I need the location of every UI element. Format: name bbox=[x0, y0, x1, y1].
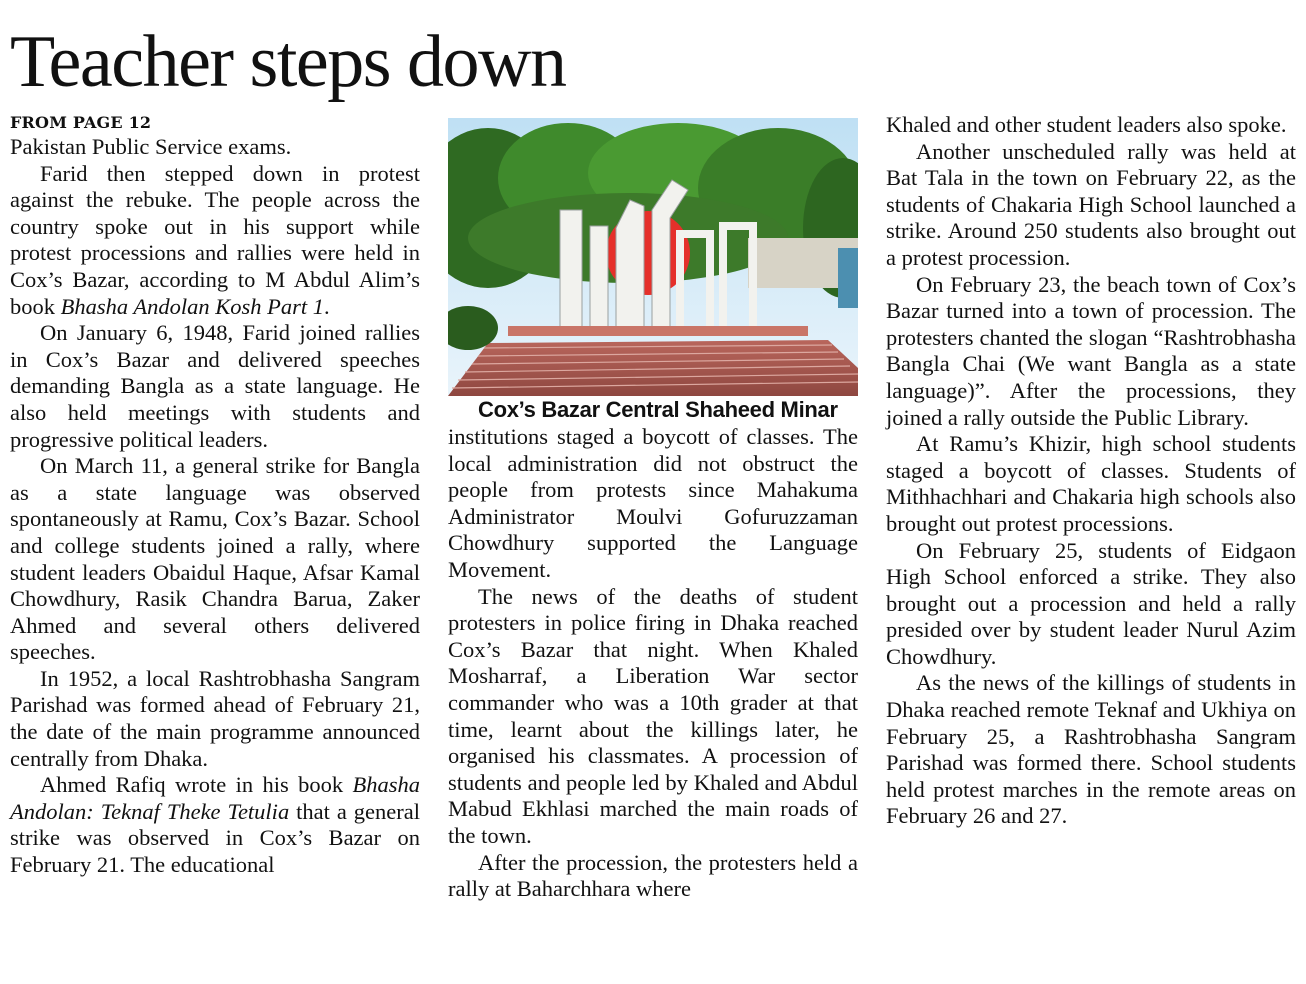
article-column-1 bbox=[10, 112, 420, 879]
paragraph-text: Farid then stepped down in protest against the rebuke. The people across the country spoke out in his support while protest processions and rallies were held in Cox’s Bazar, according to M Abdul Alim’s book bbox=[10, 160, 420, 319]
headline: Teacher steps down bbox=[10, 21, 566, 103]
book-title: Bhasha Andolan: Teknaf Theke Tetulia bbox=[10, 772, 420, 824]
paragraph: As the news of the killings of students in Dhaka reached remote Teknaf and Ukhiya on February 25, a Rashtrobhasha Sangram Parishad was formed there. School students held protest marches in the remote areas on February 26 and 27. bbox=[886, 670, 1296, 829]
paragraph-text: . bbox=[323, 293, 330, 319]
continuation-kicker: FROM PAGE 12 bbox=[10, 113, 152, 132]
article-column-3 bbox=[886, 112, 1296, 830]
paragraph: On January 6, 1948, Farid joined rallies in Cox’s Bazar and delivered speeches demanding Bangla as a state language. He also held meetings with students and progressive political leaders. bbox=[10, 320, 420, 452]
paragraph: Pakistan Public Service exams. bbox=[10, 134, 292, 159]
monument-illustration bbox=[448, 118, 858, 396]
paragraph: In 1952, a local Rashtrobhasha Sangram Parishad was formed ahead of February 21, the date of the main programme announced centrally from Dhaka. bbox=[10, 665, 420, 771]
paragraph: On February 23, the beach town of Cox’s Bazar turned into a town of procession. The protesters chanted the slogan “Rashtrobhasha Bangla Chai (We want Bangla as a state language)”. After the processions, they joined a rally outside the Public Library. bbox=[886, 271, 1296, 430]
paragraph: Another unscheduled rally was held at Bat Tala in the town on February 22, as the students of Chakaria High School launched a strike. Around 250 students also brought out a protest procession. bbox=[886, 138, 1296, 270]
book-title: Bhasha Andolan Kosh Part 1 bbox=[60, 293, 324, 319]
paragraph-text: that a general strike was observed in Cox’s Bazar on February 21. The educational bbox=[10, 798, 420, 878]
paragraph bbox=[10, 161, 420, 321]
paragraph: On March 11, a general strike for Bangla as a state language was observed spontaneously at Ramu, Cox’s Bazar. School and college students joined a rally, where student leaders Obaidul Haque, Afsar Kamal Chowdhury, Rasik Chandra Barua, Zaker Ahmed and several others delivered speeches. bbox=[10, 453, 420, 665]
paragraph bbox=[10, 772, 420, 878]
article-column-2 bbox=[448, 112, 858, 903]
paragraph-text: Ahmed Rafiq wrote in his book bbox=[40, 772, 353, 798]
paragraph: Khaled and other student leaders also spoke. bbox=[886, 112, 1287, 137]
photo-caption: Cox’s Bazar Central Shaheed Minar bbox=[478, 397, 838, 422]
paragraph: institutions staged a boycott of classes. The local administration did not obstruct the people from protests since Mahakuma Administrator Moulvi Gofuruzzaman Chowdhury supported the Language Movement. bbox=[448, 424, 858, 582]
paragraph: The news of the deaths of student protesters in police firing in Dhaka reached Cox’s Bazar that night. When Khaled Mosharraf, a Liberation War sector commander who was a 10th grader at that time, learnt about the killings later, he organised his classmates. A procession of students and people led by Khaled and Abdul Mabud Ekhlasi marched the main roads of the town. bbox=[448, 583, 858, 848]
paragraph: On February 25, students of Eidgaon High School enforced a strike. They also brought out a procession and held a rally presided over by student leader Nurul Azim Chowdhury. bbox=[886, 537, 1296, 669]
paragraph: At Ramu’s Khizir, high school students staged a boycott of classes. Students of Mithhachhari and Chakaria high schools also brought out protest processions. bbox=[886, 431, 1296, 536]
paragraph: After the procession, the protesters held a rally at Baharchhara where bbox=[448, 849, 858, 902]
shaheed-minar-photo bbox=[448, 118, 858, 396]
